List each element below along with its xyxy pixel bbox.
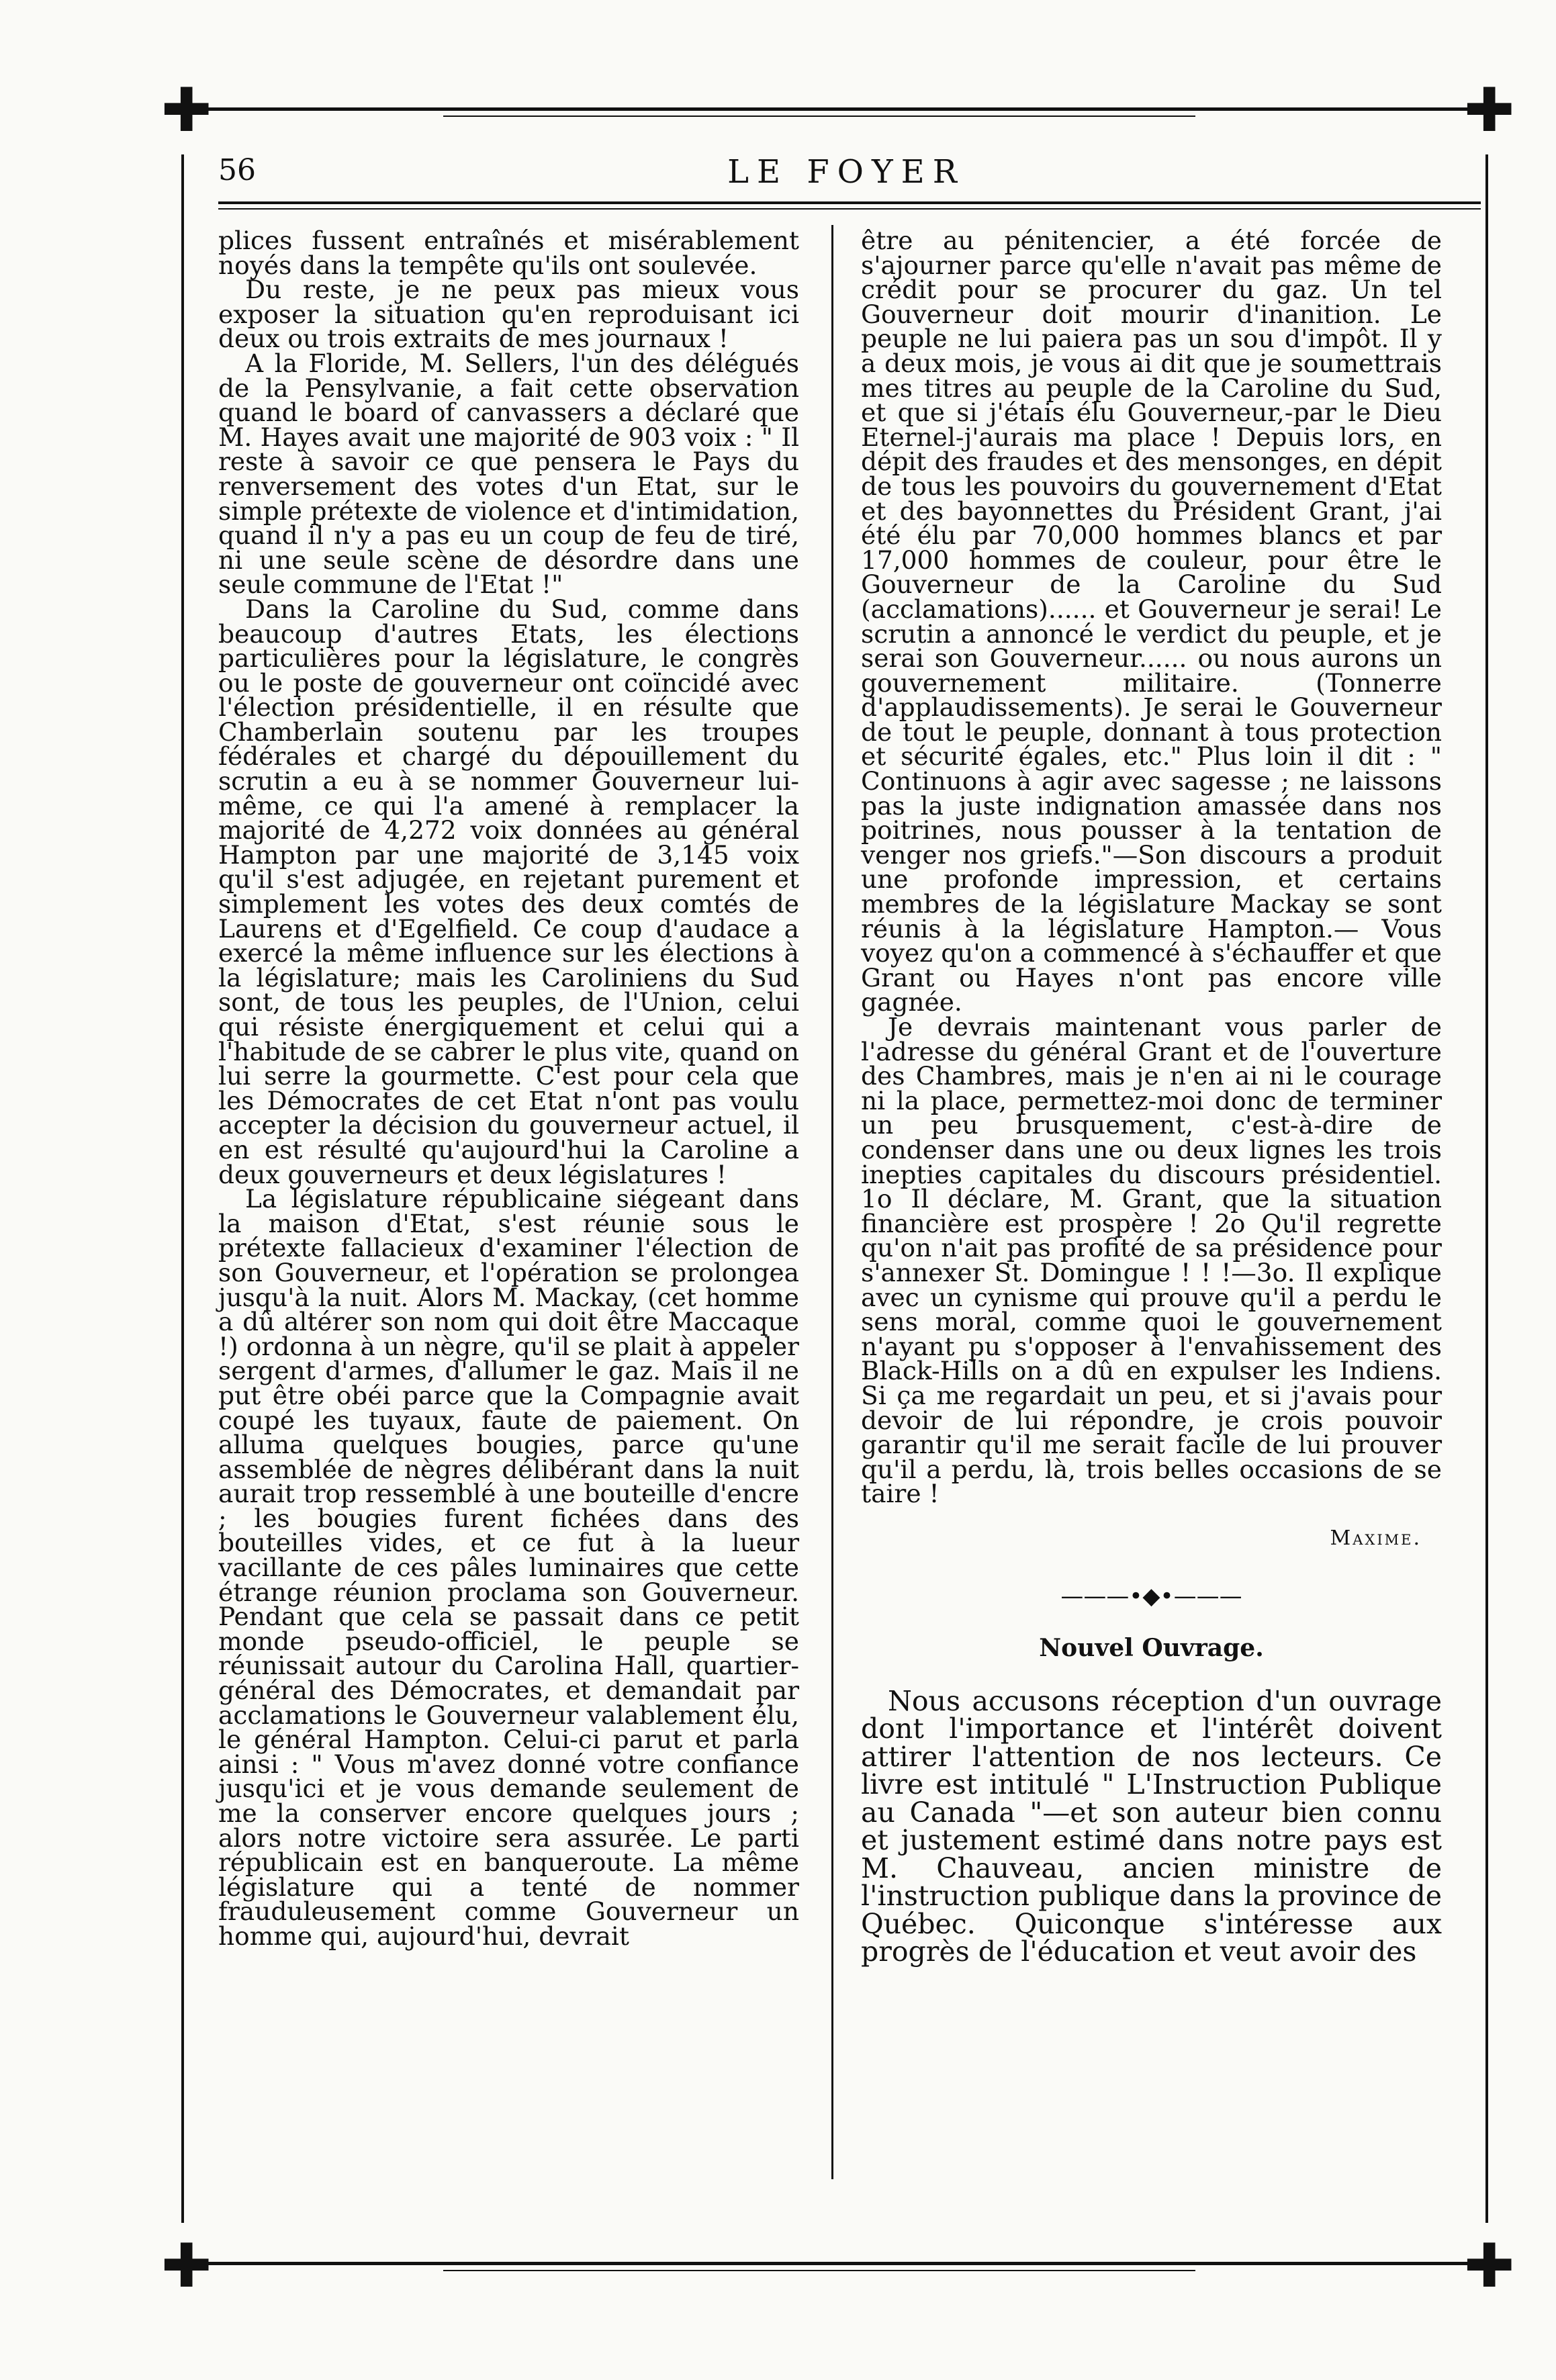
section-ornament: ———•◆•———	[1060, 1583, 1242, 1610]
paragraph: La législature républicaine siégeant dans la maison d'Etat, s'est réunie sous le prétexte fallacieux d'examiner l'élection de son Gouverneur, et l'opération se prolongea jusqu'à la nuit. Alors M. Mackay, (cet homme a dû altérer son nom qui doit être Maccaque !) ordonna à un nègre, qu'il se plait à appeler sergent d'armes, d'allumer le gaz. Mais il ne put être obéi parce que la Compagnie avait coupé les tuyaux, faute de paiement. On alluma quelques bougies, parce qu'une assemblée de nègres délibérant dans la nuit aurait trop ressemblé à une bouteille d'encre ; les bougies furent fichées dans des bouteilles vides, et ce fut à la lueur vacillante de ces pâles luminaires que cette étrange réunion proclama son Gouverneur. Pendant que cela se passait dans ce petit monde pseudo-officiel, le peuple se réunissait autour du Carolina Hall, quartier-général des Démocrates, et demandait par acclamations le Gouverneur valablement élu, le général Hampton. Celui-ci parut et parla ainsi : " Vous m'avez donné votre confiance jusqu'ici et je vous demande seulement de me la conserver encore quelques jours ; alors notre victoire sera assurée. Le parti républicain est en banqueroute. La même législature qui a tenté de nommer frauduleusement comme Gouverneur un homme qui, aujourd'hui, devrait	[218, 1184, 799, 1951]
corner-ornament-top-left-icon: ✚	[161, 75, 212, 146]
right-column-body	[861, 226, 1442, 1509]
frame-right-line	[1485, 154, 1488, 2223]
page-number: 56	[218, 153, 256, 187]
corner-ornament-bottom-right-icon: ✚	[1464, 2231, 1515, 2301]
right-column	[861, 228, 1442, 1966]
frame-top-line-thin	[443, 116, 1195, 117]
frame-bottom-line-thin	[443, 2270, 1195, 2271]
left-column	[218, 228, 799, 1949]
paragraph: plices fussent entraînés et misérablement noyés dans la tempête qu'ils ont soulevée.	[218, 226, 799, 280]
section-paragraph: Nous accusons réception d'un ouvrage dont l'importance et l'intérêt doivent attirer l'attention de nos lecteurs. Ce livre est intitulé " L'Instruction Publique au Canada "—et son auteur bien connu et justement estimé dans notre pays est M. Chauveau, ancien ministre de l'instruction publique dans la province de Québec. Quiconque s'intéresse aux progrès de l'éducation et veut avoir des	[861, 1684, 1442, 1968]
frame-bottom-line	[195, 2262, 1491, 2265]
corner-ornament-bottom-left-icon: ✚	[161, 2231, 212, 2301]
frame-left-line	[181, 154, 184, 2223]
signature: Maxime.	[1330, 1526, 1422, 1550]
paragraph: Dans la Caroline du Sud, comme dans beaucoup d'autres Etats, les élections particulières pour la législature, le congrès ou le poste de gouverneur ont coïncidé avec l'élection présidentielle, il en résulte que Chamberlain soutenu par les troupes fédérales et chargé du dépouillement du scrutin a eu à se nommer Gouverneur lui-même, ce qui l'a amené à remplacer la majorité de 4,272 voix données au général Hampton par une majorité de 3,145 voix qu'il s'est adjugée, en rejetant purement et simplement les votes des deux comtés de Laurens et d'Egelfield. Ce coup d'audace a exercé la même influence sur les élections à la législature; mais les Caroliniens du Sud sont, de tous les peuples, de l'Union, celui qui résiste énergiquement et celui qui a l'habitude de se cabrer le plus vite, quand on lui serre la gourmette. C'est pour cela que les Démocrates de cet Etat n'ont pas voulu accepter la décision du gouverneur actuel, il en est résulté qu'aujourd'hui la Caroline a deux gouverneurs et deux législatures !	[218, 594, 799, 1189]
paragraph: A la Floride, M. Sellers, l'un des délégués de la Pensylvanie, a fait cette observation quand le board of canvassers a déclaré que M. Hayes avait une majorité de 903 voix : " Il reste à savoir ce que pensera le Pays du renversement des votes d'un Etat, sur le simple prétexte de violence et d'intimidation, quand il n'y a pas eu un coup de feu de tiré, ni une seule scène de désordre dans une seule commune de l'Etat !"	[218, 348, 799, 600]
frame-top-line	[195, 107, 1491, 111]
corner-ornament-top-right-icon: ✚	[1464, 75, 1515, 146]
paragraph: Je devrais maintenant vous parler de l'adresse du général Grant et de l'ouverture des Chambres, mais je n'en ai ni le courage ni la place, permettez-moi donc de terminer un peu brusquement, c'est-à-dire de condenser dans une ou deux lignes les trois inepties capitales du discours présidentiel. 1o Il déclare, M. Grant, que la situation financière est prospère ! 2o Qu'il regrette qu'on n'ait pas profité de sa présidence pour s'annexer St. Domingue ! ! !—3o. Il explique avec un cynisme qui prouve qu'il a perdu le sens moral, comme quoi le gouvernement n'ayant pu s'opposer à l'envahissement des Black-Hills on a dû en expulser les Indiens. Si ça me regardait un peu, et si j'avais pour devoir de lui répondre, je crois pouvoir garantir qu'il me serait facile de lui prouver qu'il a perdu, là, trois belles occasions de se taire !	[861, 1012, 1442, 1509]
header-rule	[218, 201, 1481, 210]
column-divider	[831, 225, 833, 2179]
paragraph: Du reste, je ne peux pas mieux vous exposer la situation qu'en reproduisant ici deux ou trois extraits de mes journaux !	[218, 275, 799, 354]
journal-title: LE FOYER	[727, 153, 965, 191]
running-head	[218, 153, 1474, 193]
section-title: Nouvel Ouvrage.	[1039, 1634, 1264, 1663]
paragraph: être au pénitencier, a été forcée de s'ajourner parce qu'elle n'avait pas même de crédit pour se procurer du gaz. Un tel Gouverneur doit mourir d'inanition. Le peuple ne lui paiera pas un sou d'impôt. Il y a deux mois, je vous ai dit que je soumettrais mes titres au peuple de la Caroline du Sud, et que si j'étais élu Gouverneur,-par le Dieu Eternel-j'aurais ma place ! Depuis lors, en dépit des fraudes et des mensonges, en dépit de tous les pouvoirs du gouvernement d'Etat et des bayonnettes du Président Grant, j'ai été élu par 70,000 hommes blancs et par 17,000 hommes de couleur, pour être le Gouverneur de la Caroline du Sud (acclamations)...... et Gouverneur je serai! Le scrutin a annoncé le verdict du peuple, et je serai son Gouverneur...... ou nous aurons un gouvernement militaire. (Tonnerre d'applaudissements). Je serai le Gouverneur de tout le peuple, donnant à tous protection et sécurité égales, etc." Plus loin il dit : " Continuons à agir avec sagesse ; ne laissons pas la juste indignation amassée dans nos poitrines, nous pousser à la tentation de venger nos griefs."—Son discours a produit une profonde impression, et certains membres de la législature Mackay se sont réunis à la législature Hampton.— Vous voyez qu'on a commencé à s'échauffer et que Grant ou Hayes n'ont pas encore ville gagnée.	[861, 226, 1442, 1017]
